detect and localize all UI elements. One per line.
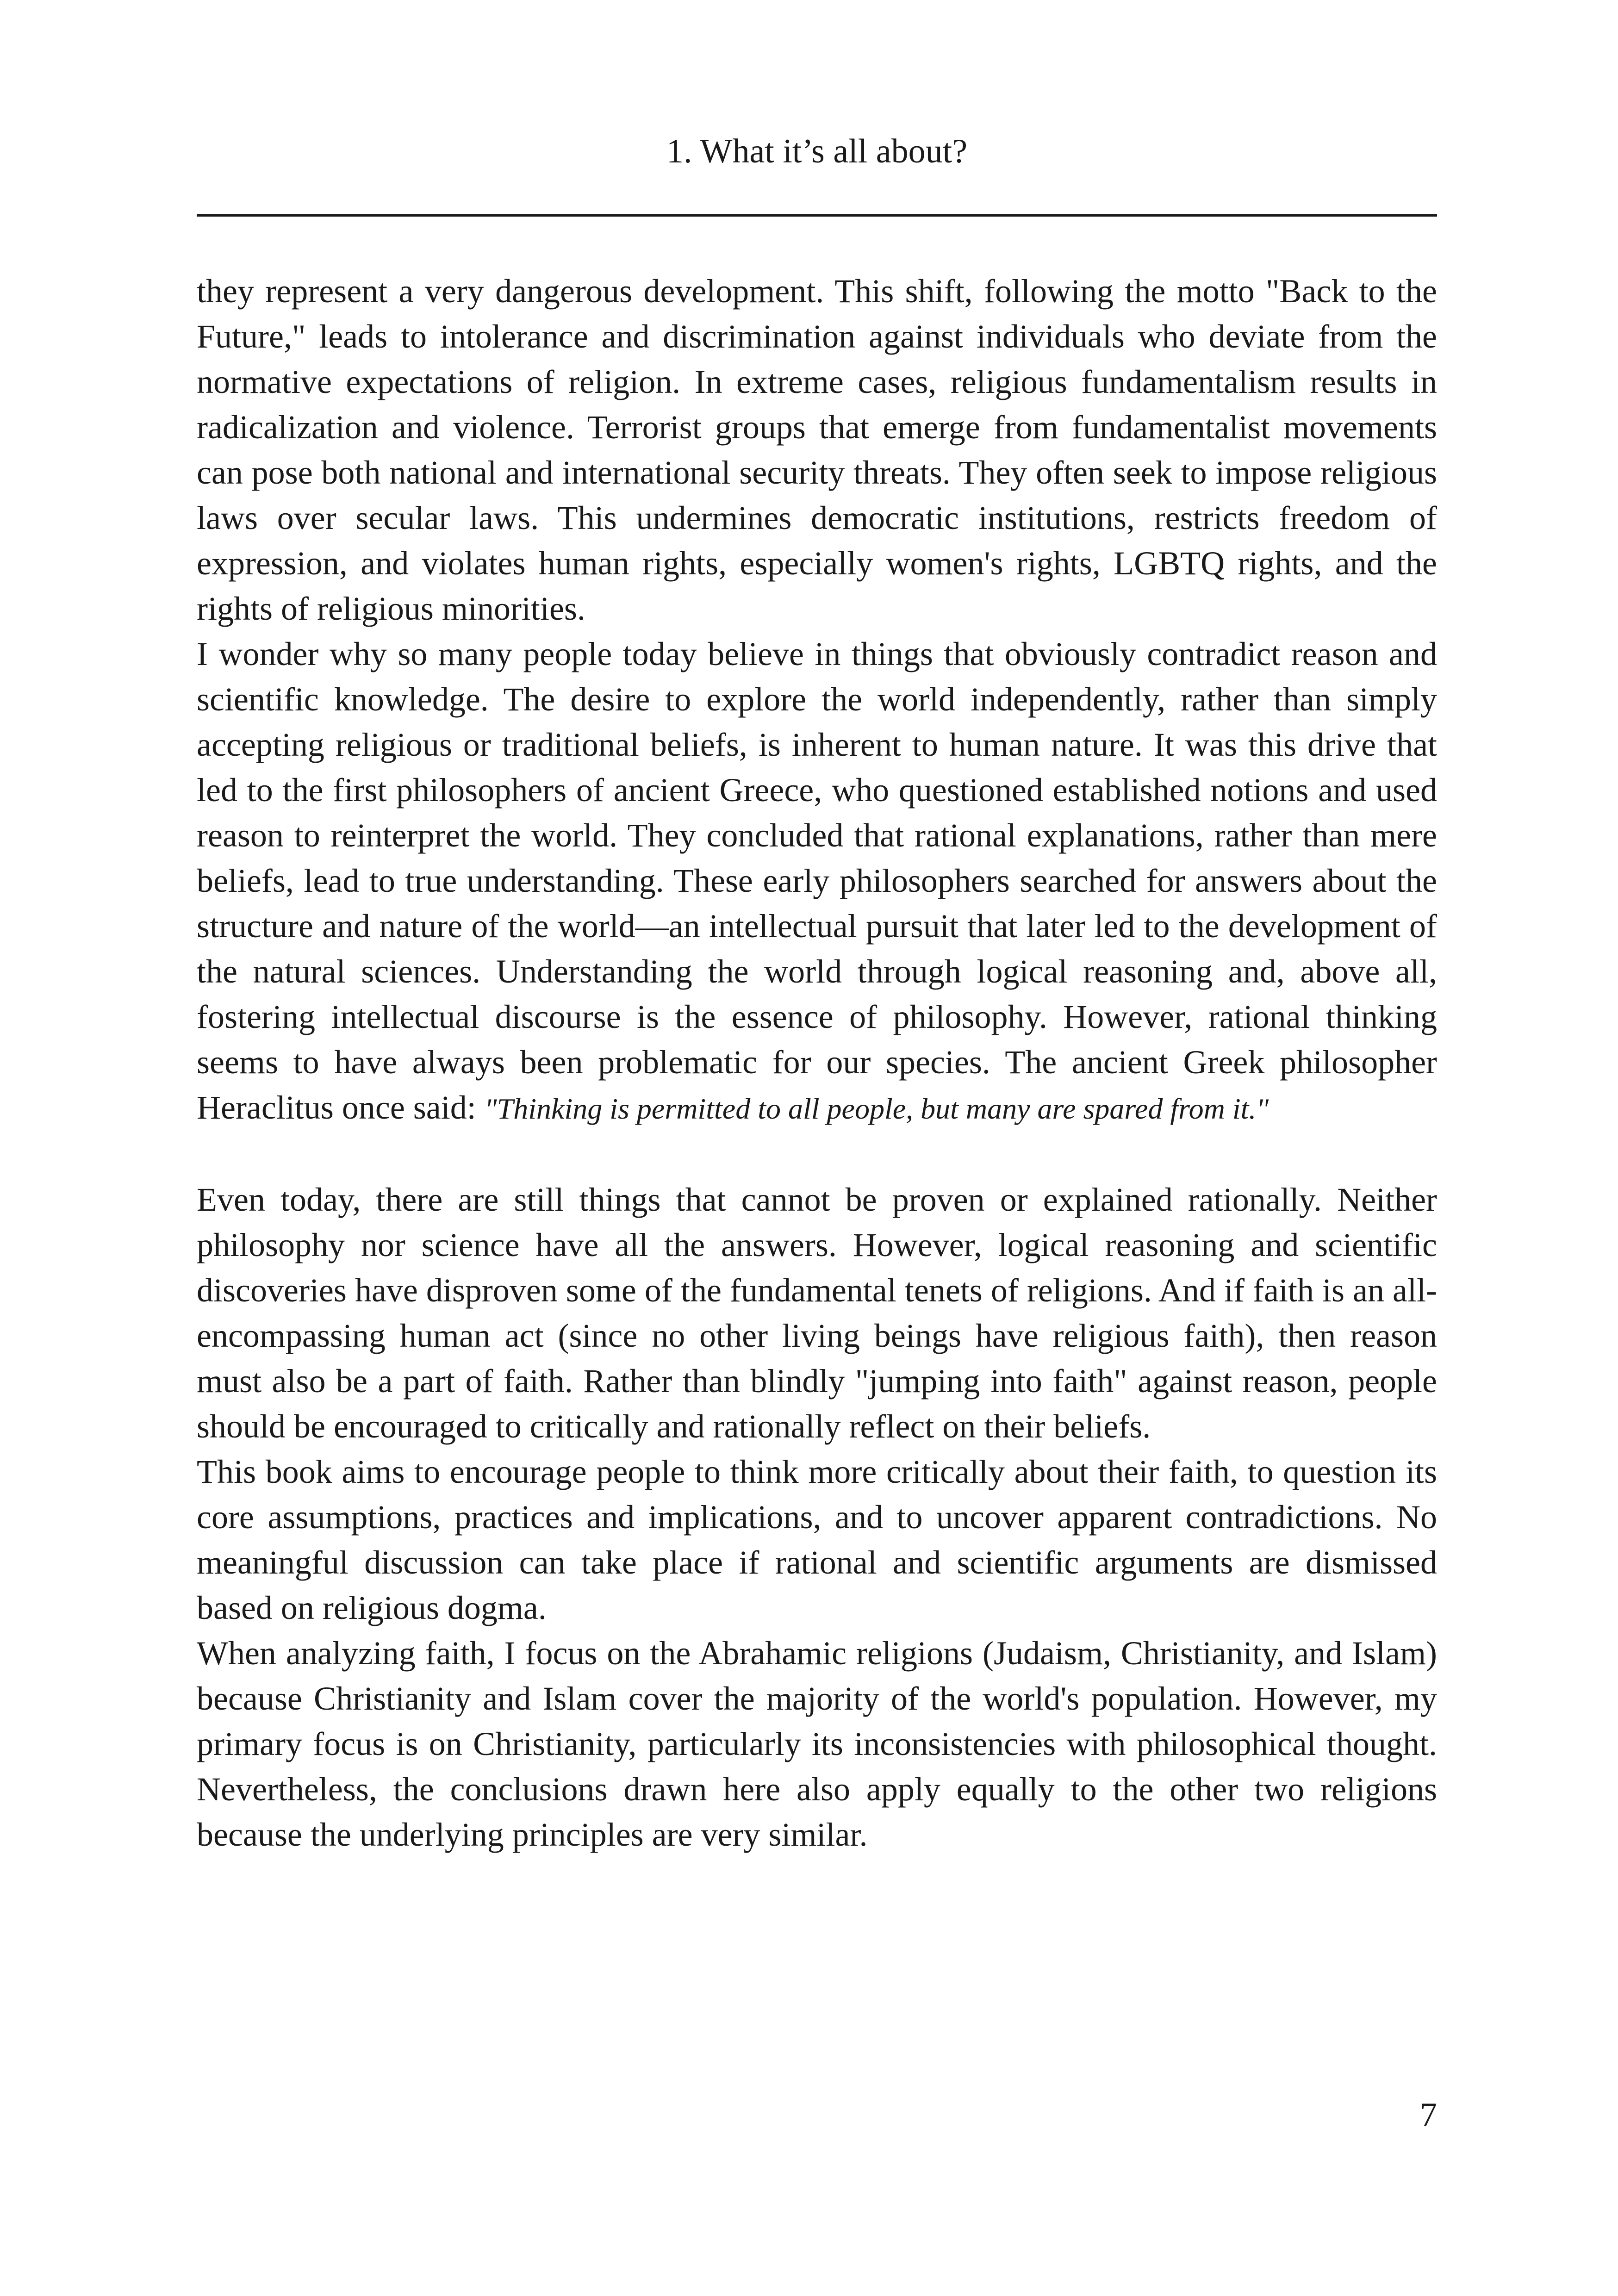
body-text [197, 268, 1437, 1857]
paragraph-1: they represent a very dangerous development. This shift, following the motto "Back to the Future," leads to intolerance and discrimination against individuals who deviate from the normative expectations of religion. In extreme cases, religious fundamentalism results in radicalization and violence. Terrorist groups that emerge from fundamentalist movements can pose both national and international security threats. They often seek to impose religious laws over secular laws. This undermines democratic institutions, restricts freedom of expression, and violates human rights, especially women's rights, LGBTQ rights, and the rights of religious minorities. [197, 273, 1437, 627]
running-head-title: 1. What it’s all about? [666, 132, 968, 170]
paragraph-2-text: I wonder why so many people today believe in things that obviously contradict reason and scientific knowledge. The desire to explore the world independently, rather than simply accepting religious or traditional beliefs, is inherent to human nature. It was this drive that led to the first philosophers of ancient Greece, who questioned established notions and used reason to reinterpret the world. They concluded that rational explanations, rather than mere beliefs, lead to true understanding. These early philosophers searched for answers about the structure and nature of the world—an intellectual pursuit that later led to the development of the natural sciences. Understanding the world through logical reasoning and, above all, fostering intellectual discourse is the essence of philosophy. However, rational thinking seems to have always been problematic for our species. The ancient Greek philosopher Heraclitus once said: [197, 635, 1437, 1126]
heraclitus-quote: "Thinking is permitted to all people, but many are spared from it." [484, 1092, 1269, 1125]
paragraph-3: Even today, there are still things that cannot be proven or explained rationally. Neither philosophy nor science have all the answers. However, logical reasoning and scientific discoveries have disproven some of the fundamental tenets of religions. And if faith is an all-encompassing human act (since no other living beings have religious faith), then reason must also be a part of faith. Rather than blindly "jumping into faith" against reason, people should be encouraged to critically and rationally reflect on their beliefs. [197, 1181, 1437, 1445]
paragraph-5: When analyzing faith, I focus on the Abrahamic religions (Judaism, Christianity, and Islam) because Christianity and Islam cover the majority of the world's population. However, my primary focus is on Christianity, particularly its inconsistencies with philosophical thought. Nevertheless, the conclusions drawn here also apply equally to the other two religions because the underlying principles are very similar. [197, 1635, 1437, 1853]
page-number: 7 [1420, 2096, 1437, 2134]
paragraph-4: This book aims to encourage people to think more critically about their faith, to question its core assumptions, practices and implications, and to uncover apparent contradictions. No meaningful discussion can take place if rational and scientific arguments are dismissed based on religious dogma. [197, 1453, 1437, 1626]
paragraph-2 [197, 631, 1437, 1132]
header-divider [197, 214, 1437, 217]
